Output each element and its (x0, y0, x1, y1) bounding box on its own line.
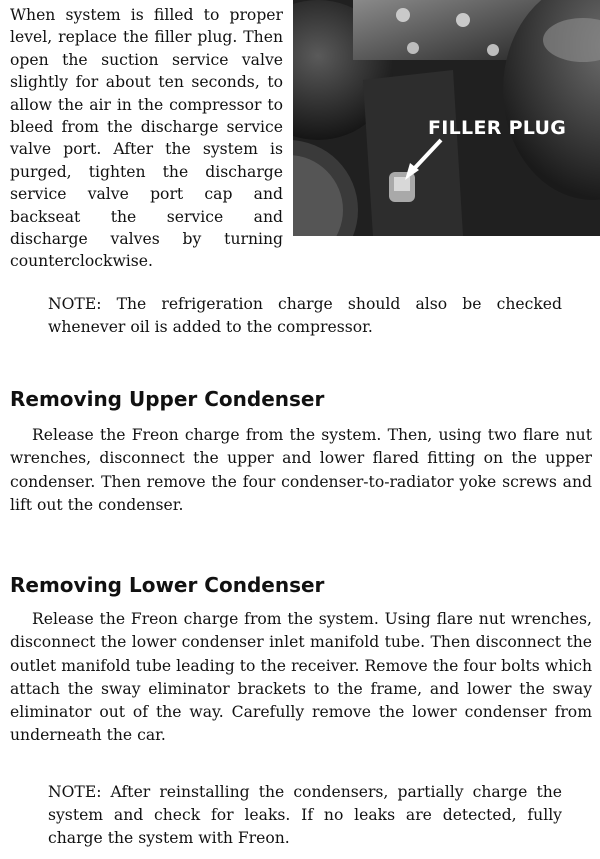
intro-block (10, 4, 590, 273)
lower-condenser-text: Release the Freon charge from the system. Using flare nut wrenches, disconnect the lower condenser inlet manifold tube. Then disconnect the outlet manifold tube leading to the receiver. Remove the four bolts which attach the sway eliminator brackets to the frame, and lower the sway eliminator out of the way. Carefully remove the lower condenser from underneath the car. (10, 610, 592, 745)
photo-caption: FILLER PLUG (428, 117, 567, 139)
filler-plug-photo (293, 0, 600, 236)
heading-upper-condenser: Removing Upper Condenser (10, 387, 325, 411)
heading-lower-condenser: Removing Lower Condenser (10, 573, 325, 597)
intro-text: When system is filled to proper level, replace the filler plug. Then open the suction service valve slightly for about ten seconds, to allow the air in the compressor to bleed from the discharge service valve port. After the system is purged, tighten the discharge service valve port cap and backseat the service and discharge valves by turning counterclockwise. (10, 6, 283, 271)
note-reinstall: NOTE: After reinstalling the condensers, partially charge the system and check for leaks. If no leaks are detected, fully charge the system with Freon. (48, 783, 562, 847)
upper-condenser-text: Release the Freon charge from the system. Then, using two flare nut wrenches, disconnect the upper and lower flared fitting on the upper condenser. Then remove the four condenser-to-radiator yoke screws and lift out the condenser. (10, 426, 592, 514)
note-oil: NOTE: The refrigeration charge should also be checked whenever oil is added to the compressor. (48, 295, 562, 336)
